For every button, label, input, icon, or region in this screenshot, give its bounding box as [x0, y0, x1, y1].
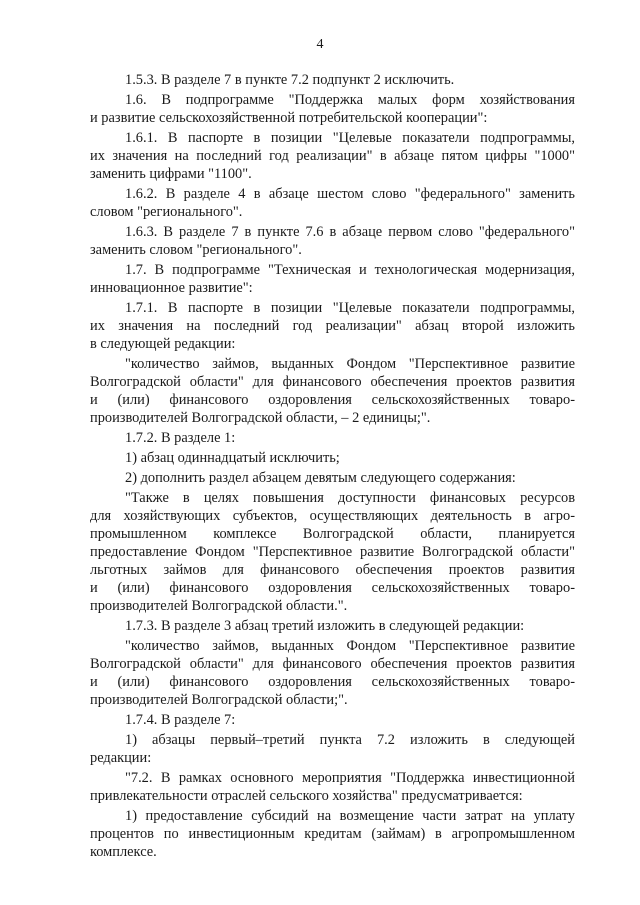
text-line: их значения на последний год реализации" абзац второй изложить	[90, 318, 575, 334]
text-line: 1) абзацы первый–третий пункта 7.2 изложить в следующей	[125, 732, 575, 748]
text-line: для хозяйствующих субъектов, осуществляющих деятельность в агро-	[90, 508, 575, 524]
text-line: 1.6. В подпрограмме "Поддержка малых форм хозяйствования	[125, 92, 575, 108]
text-line: 1) абзац одиннадцатый исключить;	[125, 450, 340, 466]
page-number: 4	[316, 37, 324, 52]
text-line: и (или) финансового оздоровления сельскохозяйственных товаро-	[90, 674, 575, 690]
text-line: редакции:	[90, 750, 152, 766]
text-line: 1.7.4. В разделе 7:	[125, 712, 236, 728]
text-line: привлекательности отраслей сельского хозяйства" предусматривается:	[90, 788, 523, 804]
text-line: процентов по инвестиционным кредитам (займам) в агропромышленном	[90, 826, 575, 842]
text-line: производителей Волгоградской области;".	[90, 692, 348, 708]
text-line: 1.7.1. В паспорте в позиции "Целевые показатели подпрограммы,	[125, 300, 575, 316]
text-line: Волгоградской области" для финансового обеспечения проектов развития	[90, 374, 575, 390]
text-line: заменить цифрами "1100".	[90, 166, 252, 182]
text-line: Волгоградской области" для финансового обеспечения проектов развития	[90, 656, 575, 672]
text-line: 1.5.3. В разделе 7 в пункте 7.2 подпункт 2 исключить.	[125, 72, 455, 88]
text-line: словом "регионального".	[90, 204, 243, 220]
text-line: производителей Волгоградской области.".	[90, 598, 348, 614]
text-line: их значения на последний год реализации" в абзаце пятом цифры "1000"	[90, 148, 575, 164]
text-line: 1.6.3. В разделе 7 в пункте 7.6 в абзаце первом слово "федерального"	[125, 224, 575, 240]
text-line: инновационное развитие":	[90, 280, 253, 296]
text-line: комплексе.	[90, 844, 157, 860]
text-line: и (или) финансового оздоровления сельскохозяйственных товаро-	[90, 392, 575, 408]
text-line: предоставление Фондом "Перспективное развитие Волгоградской области"	[90, 544, 575, 560]
text-line: 1.6.2. В разделе 4 в абзаце шестом слово "федерального" заменить	[125, 186, 575, 202]
text-line: в следующей редакции:	[90, 336, 236, 352]
text-line: 1.6.1. В паспорте в позиции "Целевые показатели подпрограммы,	[125, 130, 575, 146]
text-line: льготных займов для финансового обеспечения проектов развития	[90, 562, 575, 578]
text-line: "количество займов, выданных Фондом "Перспективное развитие	[125, 638, 575, 654]
text-line: "Также в целях повышения доступности финансовых ресурсов	[125, 490, 575, 506]
text-line: 2) дополнить раздел абзацем девятым следующего содержания:	[125, 470, 516, 486]
text-line: 1.7. В подпрограмме "Техническая и технологическая модернизация,	[125, 262, 575, 278]
text-line: 1.7.2. В разделе 1:	[125, 430, 236, 446]
text-line: и (или) финансового оздоровления сельскохозяйственных товаро-	[90, 580, 575, 596]
text-line: промышленном комплексе Волгоградской области, планируется	[90, 526, 575, 542]
text-line: и развитие сельскохозяйственной потребительской кооперации":	[90, 110, 488, 126]
text-line: "количество займов, выданных Фондом "Перспективное развитие	[125, 356, 575, 372]
text-line: 1) предоставление субсидий на возмещение части затрат на уплату	[125, 808, 575, 824]
text-line: "7.2. В рамках основного мероприятия "Поддержка инвестиционной	[125, 770, 575, 786]
text-line: заменить словом "регионального".	[90, 242, 302, 258]
text-line: 1.7.3. В разделе 3 абзац третий изложить в следующей редакции:	[125, 618, 525, 634]
text-line: производителей Волгоградской области, – 2 единицы;".	[90, 410, 431, 426]
